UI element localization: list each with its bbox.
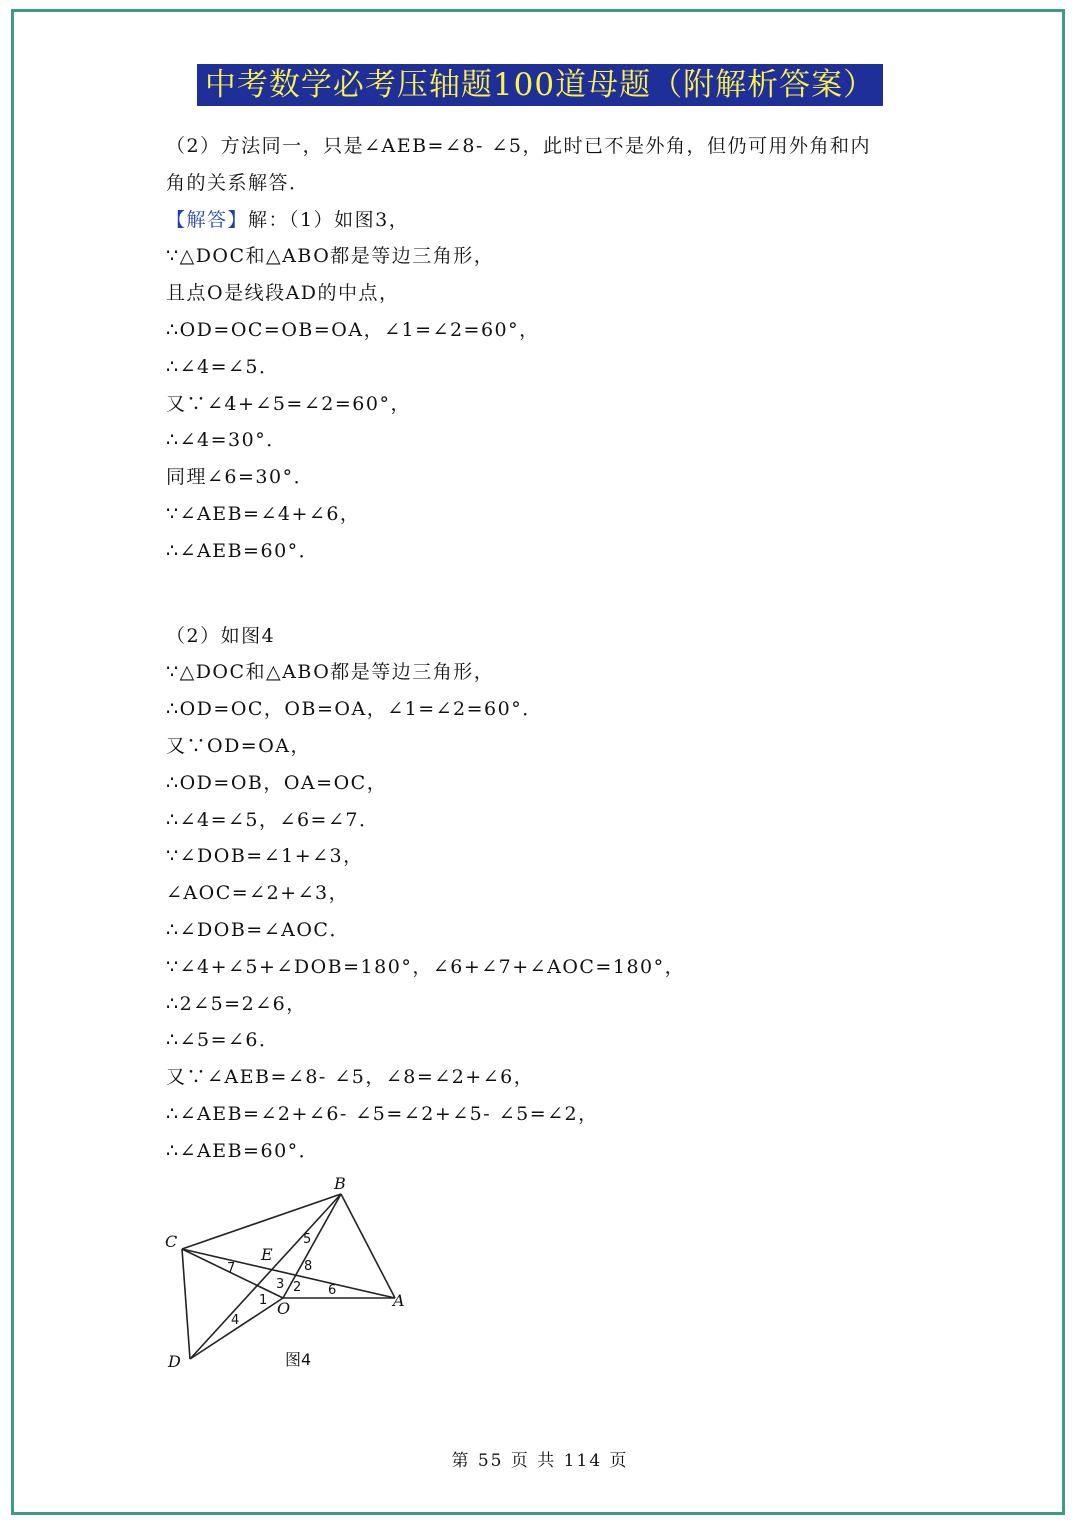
segment-cd <box>182 1249 190 1359</box>
geometry-figure-4 <box>160 1172 420 1372</box>
solution-content <box>166 128 946 1170</box>
page-title: 中考数学必考压轴题100道母题（附解析答案） <box>197 64 883 106</box>
part1-line-3: ∴OD=OC=OB=OA，∠1=∠2=60°， <box>166 318 540 341</box>
answer-tag: 【解答】 <box>166 208 249 231</box>
part2-line-6: ∵∠DOB=∠1+∠3， <box>166 845 364 868</box>
part1-line-4: ∴∠4=∠5． <box>166 355 280 378</box>
figure-caption: 图4 <box>285 1350 312 1369</box>
intro-line-1: （2）方法同一，只是∠AEB=∠8- ∠5，此时已不是外角，但仍可用外角和内 <box>166 135 871 157</box>
part1-line-9: ∴∠AEB=60°． <box>166 539 320 562</box>
segment-ba <box>341 1194 395 1298</box>
angle-7-label: 7 <box>227 1261 236 1276</box>
part2-line-13: ∴∠AEB=∠2+∠6- ∠5=∠2+∠5- ∠5=∠2， <box>166 1102 599 1125</box>
part2-line-7: ∠AOC=∠2+∠3， <box>166 882 350 905</box>
segment-ca <box>182 1249 395 1298</box>
part1-line-0: 解：（1）如图3， <box>248 208 410 231</box>
part2-line-0: （2）如图4 <box>166 624 276 647</box>
segment-cb <box>182 1194 341 1249</box>
part2-line-4: ∴OD=OB，OA=OC， <box>166 771 388 794</box>
angle-8-label: 8 <box>304 1259 313 1274</box>
part2-line-10: ∴2∠5=2∠6， <box>166 992 307 1015</box>
intro-line-2: 角的关系解答． <box>166 171 310 194</box>
part2-line-12: 又∵∠AEB=∠8- ∠5，∠8=∠2+∠6， <box>166 1066 535 1089</box>
part1-line-5: 又∵∠4+∠5=∠2=60°， <box>166 392 411 415</box>
part2-line-8: ∴∠DOB=∠AOC． <box>166 918 350 941</box>
page-footer: 第 55 页 共 114 页 <box>451 1451 629 1471</box>
angle-2-label: 2 <box>293 1280 302 1295</box>
point-a-label: A <box>393 1291 405 1310</box>
angle-4-label: 4 <box>231 1313 240 1328</box>
angle-6-label: 6 <box>328 1283 337 1298</box>
point-o-label: O <box>277 1299 291 1318</box>
segment-db <box>190 1194 341 1359</box>
part2-line-3: 又∵OD=OA， <box>166 734 312 757</box>
section-gap <box>166 570 946 618</box>
point-b-label: B <box>334 1174 346 1193</box>
angle-3-label: 3 <box>276 1277 285 1292</box>
part1-line-8: ∵∠AEB=∠4+∠6， <box>166 502 361 525</box>
part2-line-14: ∴∠AEB=60°． <box>166 1139 320 1162</box>
part1-line-1: ∵△DOC和△ABO都是等边三角形， <box>166 245 495 268</box>
part2-line-9: ∵∠4+∠5+∠DOB=180°，∠6+∠7+∠AOC=180°， <box>166 955 686 978</box>
point-d-label: D <box>168 1352 181 1371</box>
part2-line-5: ∴∠4=∠5，∠6=∠7． <box>166 808 380 831</box>
answer-line <box>166 202 946 239</box>
part2-line-1: ∵△DOC和△ABO都是等边三角形， <box>166 661 495 684</box>
point-e-label: E <box>261 1245 273 1264</box>
angle-1-label: 1 <box>259 1293 268 1308</box>
part1-line-2: 且点O是线段AD的中点， <box>166 282 400 305</box>
point-c-label: C <box>165 1232 178 1251</box>
part1-line-6: ∴∠4=30°． <box>166 429 287 452</box>
part1-line-7: 同理∠6=30°． <box>166 466 315 489</box>
part2-line-11: ∴∠5=∠6． <box>166 1029 280 1052</box>
part2-line-2: ∴OD=OC，OB=OA，∠1=∠2=60°． <box>166 698 543 721</box>
figure-lines <box>182 1194 395 1359</box>
angle-5-label: 5 <box>303 1232 312 1247</box>
